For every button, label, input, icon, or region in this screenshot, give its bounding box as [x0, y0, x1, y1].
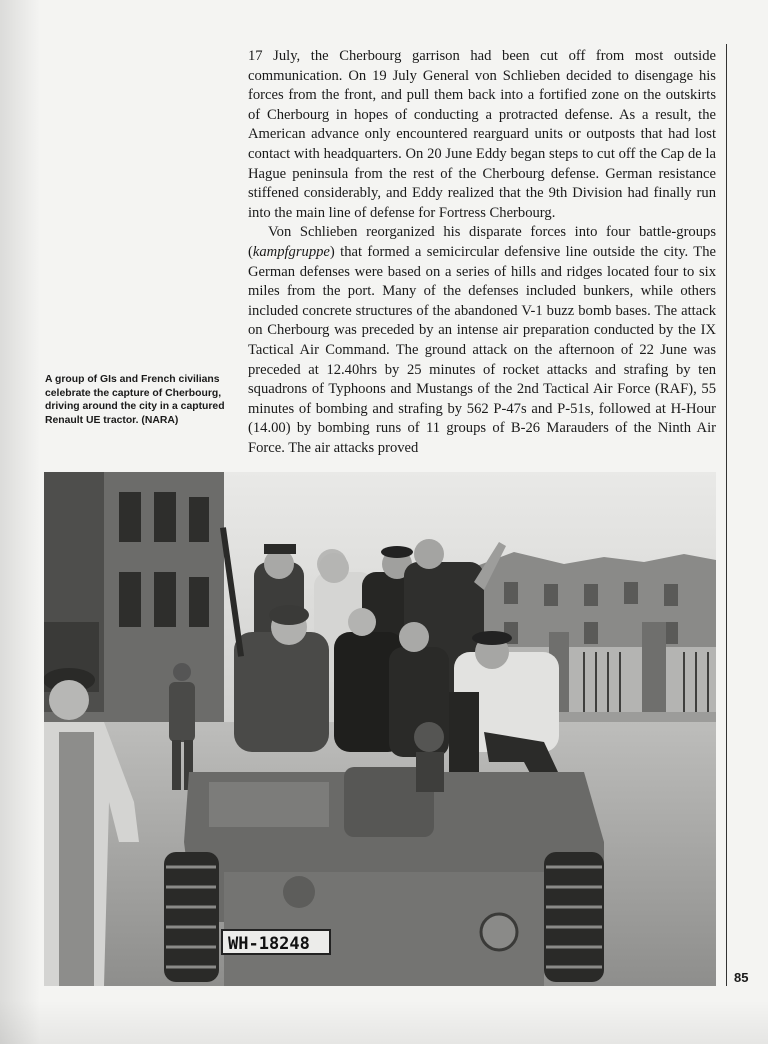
margin-rule — [726, 44, 727, 986]
paragraph-2 — [248, 223, 716, 458]
article-body — [248, 47, 716, 458]
kampfgruppe-term: kampfgruppe — [252, 243, 330, 260]
paragraph-2-rest: ) that formed a semicircular defensive line outside the city. The German defenses were based on a series of hills and ridges located four to six miles from the port. Many of the defenses included bunkers, while others included concrete structures of the abandoned V-1 buzz bomb bases. The attack on Cherbourg was preceded by an intense air preparation conducted by the IX Tactical Air Command. The ground attack on the afternoon of 22 June was preceded at 12.40hrs by 25 minutes of rocket attacks and strafing by ten squadrons of Typhoons and Mustangs of the 2nd Tactical Air Force (RAF), 55 minutes of bombing and strafing by 562 P-47s and P-51s, followed at H-Hour (14.00) by bombing runs of 11 groups of B-26 Marauders of the Ninth Air Force. The air attacks proved — [248, 243, 716, 456]
gutter-shadow — [0, 0, 40, 1044]
bottom-shadow — [0, 1000, 768, 1044]
license-plate-number: WH-18248 — [228, 934, 310, 954]
paragraph-2-start: Von Schlieben reorganized his disparate forces into four battle-groups ( — [248, 224, 716, 260]
photograph — [44, 472, 716, 986]
page-number: 85 — [734, 970, 749, 985]
photo-caption: A group of GIs and French civilians celebrate the capture of Cherbourg, driving around the city in a captured Renault UE tractor. (NARA) — [45, 374, 225, 426]
photo-illustration — [44, 472, 716, 986]
paragraph-1: 17 July, the Cherbourg garrison had been cut off from most outside communication. On 19 July General von Schlieben decided to disengage his forces from the front, and pull them back into a fortified zone on the outskirts of Cherbourg in hopes of conducting a protracted defense. As a result, the American advance only encountered rearguard units or outposts that had lost contact with headquarters. On 20 June Eddy began steps to cut off the Cap de la Hague peninsula from the rest of the Cherbourg defense. German resistance stiffened considerably, and Eddy realized that the 9th Division had finally run into the main line of defense for Fortress Cherbourg. — [248, 48, 716, 221]
